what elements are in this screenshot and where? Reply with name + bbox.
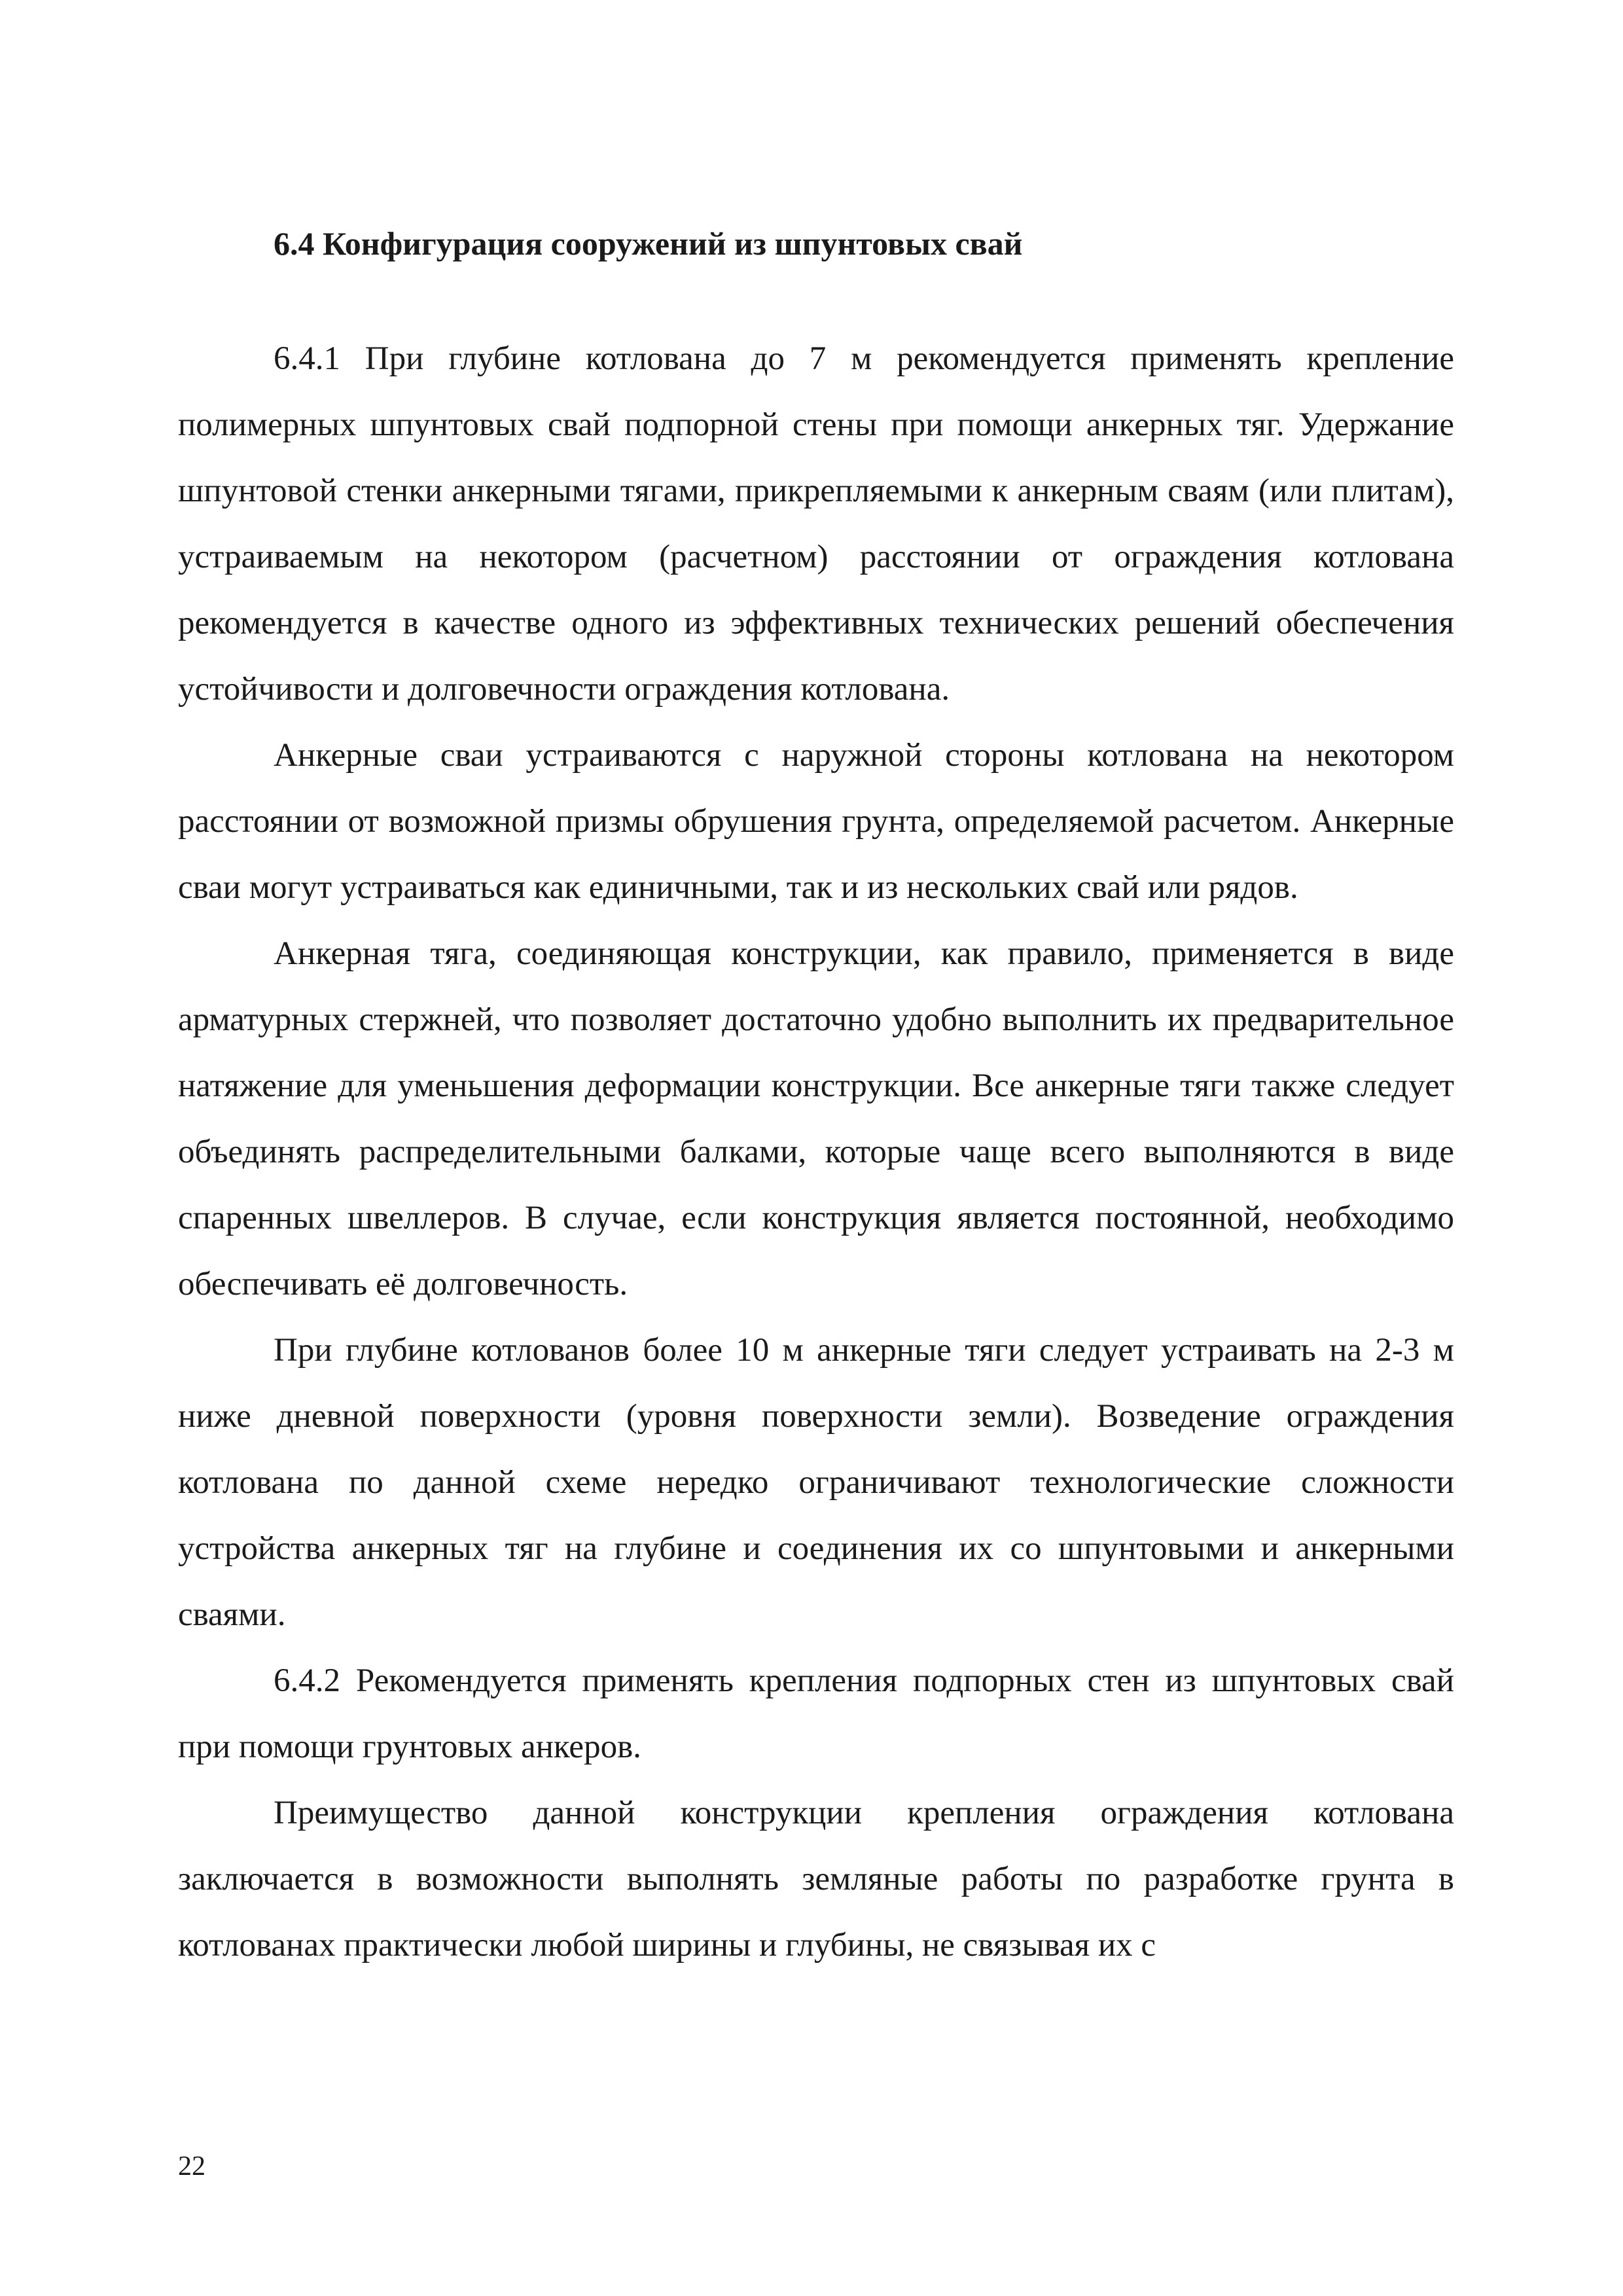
page-number: 22: [178, 2151, 205, 2181]
paragraph-6-4-1: 6.4.1 При глубине котлована до 7 м рекомендуется применять крепление полимерных шпунтовых свай подпорной стены при помощи анкерных тяг. Удержание шпунтовой стенки анкерными тягами, прикрепляемыми к анкерным сваям (или плитам), устраиваемым на некотором (расчетном) расстоянии от ограждения котлована рекомендуется в качестве одного из эффективных технических решений обеспечения устойчивости и долговечности ограждения котлована.: [178, 340, 1454, 708]
paragraph-6-4-2: 6.4.2 Рекомендуется применять крепления подпорных стен из шпунтовых свай при помощи грунтовых анкеров.: [178, 1662, 1454, 1765]
paragraph-advantage: Преимущество данной конструкции крепления ограждения котлована заключается в возможности выполнять земляные работы по разработке грунта в котлованах практически любой ширины и глубины, не связывая их с: [178, 1795, 1454, 1964]
paragraph-deep-excavation: При глубине котлованов более 10 м анкерные тяги следует устраивать на 2-3 м ниже дневной поверхности (уровня поверхности земли). Возведение ограждения котлована по данной схеме нередко ограничивают технологические сложности устройства анкерных тяг на глубине и соединения их со шпунтовыми и анкерными сваями.: [178, 1332, 1454, 1633]
paragraph-anchor-rod: Анкерная тяга, соединяющая конструкции, как правило, применяется в виде арматурных стержней, что позволяет достаточно удобно выполнить их предварительное натяжение для уменьшения деформации конструкции. Все анкерные тяги также следует объединять распределительными балками, которые чаще всего выполняются в виде спаренных швеллеров. В случае, если конструкция является постоянной, необходимо обеспечивать её долговечность.: [178, 935, 1454, 1302]
section-heading: 6.4 Конфигурация сооружений из шпунтовых свай: [274, 225, 1023, 262]
paragraph-anchor-piles: Анкерные сваи устраиваются с наружной стороны котлована на некотором расстоянии от возможной призмы обрушения грунта, определяемой расчетом. Анкерные сваи могут устраиваться как единичными, так и из нескольких свай или рядов.: [178, 737, 1454, 906]
body-text: [178, 326, 1454, 1979]
